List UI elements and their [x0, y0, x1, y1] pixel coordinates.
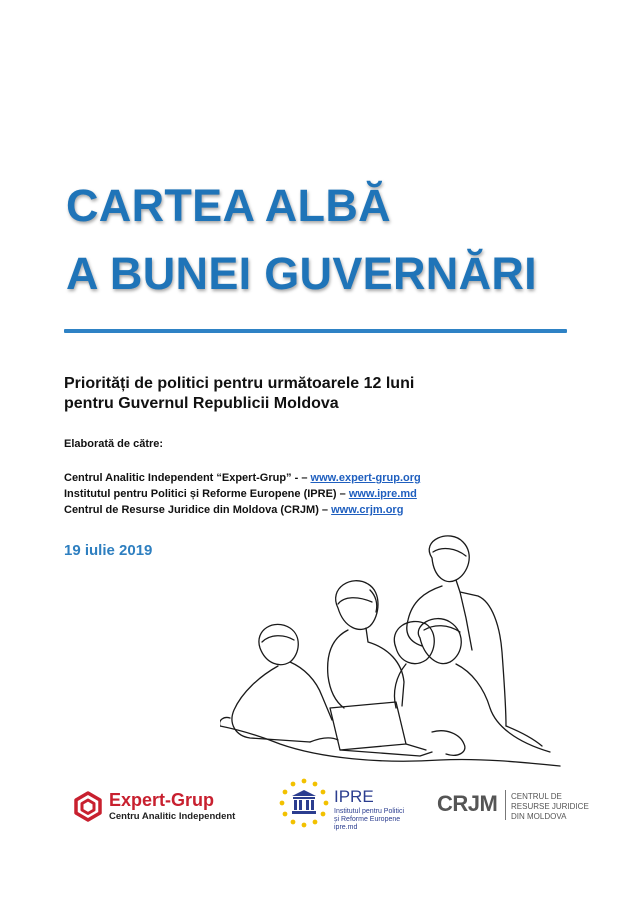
expert-grup-name: Expert-Grup [109, 790, 215, 810]
organization-item [64, 502, 421, 518]
expert-grup-tagline: Centru Analitic Independent [109, 811, 236, 822]
organization-link[interactable]: www.expert-grup.org [310, 472, 421, 484]
subtitle-line-2: pentru Guvernul Republicii Moldova [64, 395, 339, 412]
ipre-tagline-2: și Reforme Europene [334, 816, 401, 823]
ipre-name: IPRE [334, 787, 374, 806]
ipre-tagline-3: ipre.md [334, 824, 358, 831]
title-divider [64, 329, 567, 333]
people-group-illustration [220, 530, 580, 780]
organization-item [64, 486, 421, 502]
authors-label: Elaborată de către: [64, 438, 164, 450]
crjm-logo [437, 788, 587, 828]
subtitle-line-1: Priorități de politici pentru următoarele 12 luni [64, 375, 415, 392]
crjm-tagline-3: DIN MOLDOVA [511, 812, 567, 821]
document-title [66, 172, 537, 308]
organization-item [64, 470, 421, 486]
document-subtitle [64, 374, 414, 414]
expert-grup-logo [72, 788, 236, 828]
crjm-tagline-1: CENTRUL DE [511, 792, 562, 801]
ipre-logo [278, 775, 418, 835]
eu-stars-building-icon [278, 777, 330, 829]
organization-link[interactable]: www.ipre.md [348, 488, 417, 500]
publication-date: 19 iulie 2019 [64, 542, 153, 559]
organizations-list [64, 470, 421, 518]
crjm-name: CRJM [437, 791, 498, 816]
crjm-tagline-2: RESURSE JURIDICE [511, 802, 589, 811]
organization-name: Institutul pentru Politici și Reforme Europene (IPRE) – [64, 488, 349, 500]
title-line-2: A BUNEI GUVERNĂRI [66, 248, 537, 299]
organization-name: Centrul de Resurse Juridice din Moldova (CRJM) – [64, 504, 332, 516]
organization-name: Centrul Analitic Independent “Expert-Grup” - – [64, 472, 311, 484]
ipre-tagline-1: Institutul pentru Politici [334, 808, 405, 815]
expert-grup-cube-icon [72, 790, 104, 822]
organization-link[interactable]: www.crjm.org [331, 504, 404, 516]
title-line-1: CARTEA ALBĂ [66, 180, 391, 231]
crjm-divider [505, 790, 506, 820]
